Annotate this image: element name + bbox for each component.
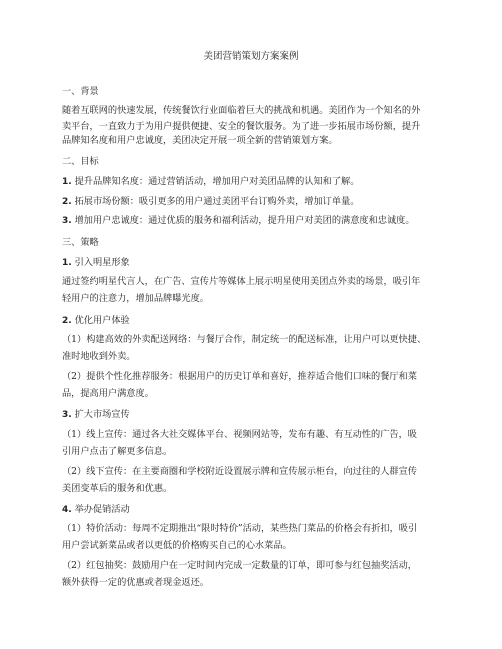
line-text: 优化用户体验 (71, 315, 130, 326)
text-line (62, 482, 442, 496)
text-line (62, 445, 442, 459)
text-line (62, 155, 442, 169)
line-text: 随着互联网的快速发展，传统餐饮行业面临着巨大的挑战和机遇。美团作为一个知名的外 (62, 105, 421, 116)
numbered-heading-line (62, 256, 442, 270)
numbered-heading-line (62, 214, 442, 228)
numbered-heading-line (62, 314, 442, 328)
line-text: （2）红包抽奖：鼓励用户在一定时间内完成一定数量的订单，即可参与红包抽奖活动， (62, 560, 417, 571)
line-text: 一、背景 (62, 86, 99, 97)
list-number: 2. (62, 197, 72, 207)
line-text: （1）特价活动：每周不定期推出“限时特价”活动，某些热门菜品的价格会有折扣，吸引 (62, 523, 418, 534)
line-text: 二、目标 (62, 156, 99, 167)
list-number: 1. (62, 177, 72, 187)
line-text: 轻用户的注意力，增加品牌曝光度。 (62, 293, 209, 304)
line-text: 品，提高用户满意度。 (62, 388, 154, 399)
numbered-heading-line (62, 408, 442, 422)
line-text: 额外获得一定的优惠或者现金返还。 (62, 577, 209, 588)
line-text: 品牌知名度和用户忠诚度，美团决定开展一项全新的营销策划方案。 (62, 135, 338, 146)
text-line (62, 387, 442, 401)
text-line (62, 539, 442, 553)
line-text: 美团变革后的服务和优惠。 (62, 483, 173, 494)
line-text: （2）线下宣传：在主要商圈和学校附近设置展示牌和宣传展示柜台，向过往的人群宣传 (62, 466, 417, 477)
document-title: 美团营销策划方案案例 (203, 51, 299, 62)
line-text: 拓展市场份额：吸引更多的用户通过美团平台订购外卖，增加订单量。 (71, 196, 360, 207)
text-line (62, 559, 442, 573)
list-number: 3. (62, 410, 72, 420)
line-text: 卖平台，一直致力于为用户提供便捷、安全的餐饮服务。为了进一步拓展市场份额，提升 (62, 121, 421, 132)
line-text: 通过签约明星代言人，在广告、宣传片等媒体上展示明星使用美团点外卖的场景，吸引年 (62, 276, 421, 287)
line-text: 引用户点击了解更多信息。 (62, 446, 173, 457)
text-line (62, 522, 442, 536)
line-text: （1）线上宣传：通过各大社交媒体平台、视频网站等，发布有趣、有互动性的广告，吸 (62, 429, 417, 440)
line-text: 提升品牌知名度：通过营销活动，增加用户对美团品牌的认知和了解。 (71, 176, 360, 187)
text-line (62, 428, 442, 442)
text-line (62, 576, 442, 590)
text-line (62, 134, 442, 148)
line-text: （1）构建高效的外卖配送网络：与餐厅合作，制定统一的配送标准，让用户可以更快捷、 (62, 334, 427, 345)
list-number: 4. (62, 505, 72, 515)
line-text: 三、策略 (62, 237, 99, 248)
text-line (62, 333, 442, 347)
text-line (62, 120, 442, 134)
text-line (62, 370, 442, 384)
text-line (62, 350, 442, 364)
text-line (62, 465, 442, 479)
line-text: 用户尝试新菜品或者以更低的价格购买自己的心水菜品。 (62, 540, 292, 551)
text-line (62, 236, 442, 250)
text-line (62, 292, 442, 306)
numbered-heading-line (62, 195, 442, 209)
line-text: （2）提供个性化推荐服务：根据用户的历史订单和喜好，推荐适合他们口味的餐厅和菜 (62, 371, 417, 382)
text-line (62, 275, 442, 289)
list-number: 1. (62, 258, 72, 268)
list-number: 2. (62, 316, 72, 326)
list-number: 3. (62, 216, 72, 226)
text-line (62, 104, 442, 118)
line-text: 扩大市场宣传 (71, 409, 130, 420)
numbered-heading-line (62, 175, 442, 189)
text-line (62, 85, 442, 99)
line-text: 举办促销活动 (71, 504, 130, 515)
line-text: 增加用户忠诚度：通过优质的服务和福利活动，提升用户对美团的满意度和忠诚度。 (71, 215, 415, 226)
line-text: 准时地收到外卖。 (62, 351, 136, 362)
line-text: 引入明星形象 (71, 257, 130, 268)
numbered-heading-line (62, 503, 442, 517)
